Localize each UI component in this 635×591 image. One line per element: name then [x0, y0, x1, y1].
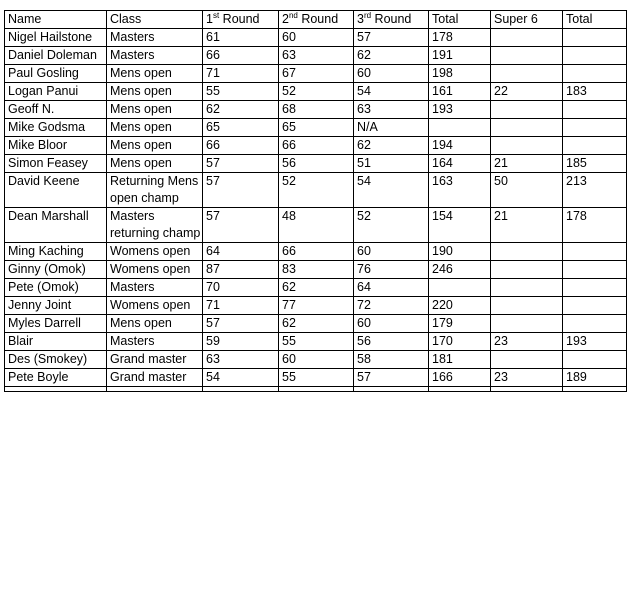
cell-round-2: 66 — [279, 243, 354, 261]
cell-round-2: 68 — [279, 101, 354, 119]
cell-class: Womens open — [107, 243, 203, 261]
cell-total: 178 — [429, 29, 491, 47]
cell-round-2: 60 — [279, 351, 354, 369]
scores-table-container — [4, 10, 627, 392]
cell-class: Mens open — [107, 137, 203, 155]
cell-name: Dean Marshall — [5, 208, 107, 243]
cell-round-2: 52 — [279, 173, 354, 208]
table-row — [5, 297, 627, 315]
cell-name: Mike Godsma — [5, 119, 107, 137]
cell-round-1: 71 — [203, 65, 279, 83]
cell-total: 154 — [429, 208, 491, 243]
cell-super-6 — [491, 119, 563, 137]
cell-total: 191 — [429, 47, 491, 65]
cell-super-6: 21 — [491, 155, 563, 173]
cell-total: 193 — [429, 101, 491, 119]
header-total: Total — [429, 11, 491, 29]
cell-round-1: 66 — [203, 137, 279, 155]
cell-round-2: 55 — [279, 333, 354, 351]
cell-total-2 — [563, 315, 627, 333]
cell-total — [429, 119, 491, 137]
header-round-3: 3rd Round — [354, 11, 429, 29]
cell-round-1: 54 — [203, 369, 279, 387]
cell-super-6 — [491, 137, 563, 155]
cell-name: Ming Kaching — [5, 243, 107, 261]
cell-super-6 — [491, 101, 563, 119]
cell-name: Simon Feasey — [5, 155, 107, 173]
cell-super-6: 50 — [491, 173, 563, 208]
cell-empty — [354, 387, 429, 392]
cell-super-6 — [491, 279, 563, 297]
cell-round-3: 54 — [354, 173, 429, 208]
cell-round-3: 76 — [354, 261, 429, 279]
cell-super-6 — [491, 297, 563, 315]
cell-total-2 — [563, 137, 627, 155]
cell-total: 246 — [429, 261, 491, 279]
cell-name: David Keene — [5, 173, 107, 208]
cell-class: Masters — [107, 279, 203, 297]
header-class: Class — [107, 11, 203, 29]
cell-empty — [203, 387, 279, 392]
cell-class: Mens open — [107, 119, 203, 137]
cell-round-1: 66 — [203, 47, 279, 65]
cell-total: 161 — [429, 83, 491, 101]
cell-super-6 — [491, 261, 563, 279]
cell-super-6 — [491, 243, 563, 261]
header-round-1: 1st Round — [203, 11, 279, 29]
table-row — [5, 173, 627, 208]
cell-round-2: 67 — [279, 65, 354, 83]
table-row — [5, 351, 627, 369]
cell-round-1: 65 — [203, 119, 279, 137]
cell-class: Womens open — [107, 297, 203, 315]
table-row — [5, 369, 627, 387]
cell-total-2: 213 — [563, 173, 627, 208]
cell-class: Womens open — [107, 261, 203, 279]
cell-total-2: 185 — [563, 155, 627, 173]
cell-name: Pete (Omok) — [5, 279, 107, 297]
cell-round-1: 59 — [203, 333, 279, 351]
table-row — [5, 65, 627, 83]
cell-empty — [429, 387, 491, 392]
cell-total-2 — [563, 297, 627, 315]
cell-super-6: 23 — [491, 369, 563, 387]
table-row — [5, 155, 627, 173]
table-row — [5, 279, 627, 297]
table-row — [5, 243, 627, 261]
cell-name: Nigel Hailstone — [5, 29, 107, 47]
cell-class: Mens open — [107, 155, 203, 173]
cell-round-3: 60 — [354, 65, 429, 83]
table-row — [5, 119, 627, 137]
cell-total-2 — [563, 65, 627, 83]
cell-total-2 — [563, 279, 627, 297]
cell-round-3: 57 — [354, 29, 429, 47]
cell-class: Masters returning champ — [107, 208, 203, 243]
cell-name: Blair — [5, 333, 107, 351]
cell-total: 198 — [429, 65, 491, 83]
cell-total: 163 — [429, 173, 491, 208]
cell-total: 220 — [429, 297, 491, 315]
cell-round-1: 61 — [203, 29, 279, 47]
cell-class: Mens open — [107, 101, 203, 119]
cell-round-2: 77 — [279, 297, 354, 315]
table-row — [5, 29, 627, 47]
cell-total: 181 — [429, 351, 491, 369]
cell-total-2 — [563, 101, 627, 119]
cell-round-3: 57 — [354, 369, 429, 387]
cell-total-2 — [563, 243, 627, 261]
cell-round-3: 64 — [354, 279, 429, 297]
cell-round-2: 62 — [279, 279, 354, 297]
cell-round-1: 70 — [203, 279, 279, 297]
cell-super-6: 22 — [491, 83, 563, 101]
cell-class: Mens open — [107, 65, 203, 83]
cell-round-1: 57 — [203, 155, 279, 173]
cell-round-3: 60 — [354, 243, 429, 261]
cell-super-6: 21 — [491, 208, 563, 243]
header-total-2: Total — [563, 11, 627, 29]
cell-super-6 — [491, 315, 563, 333]
cell-name: Des (Smokey) — [5, 351, 107, 369]
cell-total-2 — [563, 29, 627, 47]
cell-total-2 — [563, 351, 627, 369]
cell-round-1: 87 — [203, 261, 279, 279]
cell-class: Masters — [107, 47, 203, 65]
cell-round-2: 63 — [279, 47, 354, 65]
cell-total-2: 178 — [563, 208, 627, 243]
cell-round-3: 62 — [354, 137, 429, 155]
cell-round-1: 64 — [203, 243, 279, 261]
cell-round-2: 65 — [279, 119, 354, 137]
cell-empty — [107, 387, 203, 392]
cell-round-2: 66 — [279, 137, 354, 155]
cell-class: Masters — [107, 29, 203, 47]
cell-round-1: 55 — [203, 83, 279, 101]
cell-name: Pete Boyle — [5, 369, 107, 387]
cell-round-2: 60 — [279, 29, 354, 47]
cell-total-2: 193 — [563, 333, 627, 351]
header-name: Name — [5, 11, 107, 29]
cell-class: Mens open — [107, 315, 203, 333]
cell-empty — [563, 387, 627, 392]
header-row — [5, 11, 627, 29]
cell-super-6: 23 — [491, 333, 563, 351]
cell-round-1: 71 — [203, 297, 279, 315]
cell-round-2: 62 — [279, 315, 354, 333]
cell-name: Daniel Doleman — [5, 47, 107, 65]
cell-round-3: 54 — [354, 83, 429, 101]
cell-empty — [491, 387, 563, 392]
cell-name: Mike Bloor — [5, 137, 107, 155]
cell-empty — [5, 387, 107, 392]
cell-name: Myles Darrell — [5, 315, 107, 333]
cell-class: Grand master — [107, 351, 203, 369]
table-row — [5, 333, 627, 351]
cell-round-3: 62 — [354, 47, 429, 65]
cell-super-6 — [491, 47, 563, 65]
table-row — [5, 315, 627, 333]
cell-class: Grand master — [107, 369, 203, 387]
scores-table — [4, 10, 627, 392]
cell-total: 190 — [429, 243, 491, 261]
cell-total-2 — [563, 119, 627, 137]
cell-round-1: 57 — [203, 173, 279, 208]
cell-round-3: 72 — [354, 297, 429, 315]
table-row — [5, 208, 627, 243]
table-row-partial — [5, 387, 627, 392]
header-super-6: Super 6 — [491, 11, 563, 29]
cell-total-2: 183 — [563, 83, 627, 101]
cell-name: Paul Gosling — [5, 65, 107, 83]
cell-total: 164 — [429, 155, 491, 173]
cell-round-3: 52 — [354, 208, 429, 243]
cell-super-6 — [491, 29, 563, 47]
cell-total: 179 — [429, 315, 491, 333]
cell-round-1: 57 — [203, 315, 279, 333]
cell-round-2: 52 — [279, 83, 354, 101]
cell-class: Mens open — [107, 83, 203, 101]
cell-round-3: 58 — [354, 351, 429, 369]
cell-round-2: 83 — [279, 261, 354, 279]
table-row — [5, 137, 627, 155]
cell-round-2: 56 — [279, 155, 354, 173]
cell-round-1: 63 — [203, 351, 279, 369]
cell-total: 170 — [429, 333, 491, 351]
header-round-2: 2nd Round — [279, 11, 354, 29]
cell-round-2: 55 — [279, 369, 354, 387]
cell-round-1: 57 — [203, 208, 279, 243]
table-row — [5, 101, 627, 119]
cell-round-3: 51 — [354, 155, 429, 173]
cell-name: Jenny Joint — [5, 297, 107, 315]
cell-total-2 — [563, 47, 627, 65]
cell-round-3: 60 — [354, 315, 429, 333]
cell-total-2: 189 — [563, 369, 627, 387]
cell-total: 194 — [429, 137, 491, 155]
cell-round-3: 63 — [354, 101, 429, 119]
cell-round-1: 62 — [203, 101, 279, 119]
table-row — [5, 47, 627, 65]
cell-round-2: 48 — [279, 208, 354, 243]
cell-class: Returning Mens open champ — [107, 173, 203, 208]
table-row — [5, 83, 627, 101]
cell-round-3: 56 — [354, 333, 429, 351]
cell-name: Geoff N. — [5, 101, 107, 119]
cell-super-6 — [491, 65, 563, 83]
cell-name: Logan Panui — [5, 83, 107, 101]
cell-round-3: N/A — [354, 119, 429, 137]
table-row — [5, 261, 627, 279]
cell-total — [429, 279, 491, 297]
cell-empty — [279, 387, 354, 392]
cell-name: Ginny (Omok) — [5, 261, 107, 279]
cell-class: Masters — [107, 333, 203, 351]
cell-total: 166 — [429, 369, 491, 387]
cell-super-6 — [491, 351, 563, 369]
cell-total-2 — [563, 261, 627, 279]
